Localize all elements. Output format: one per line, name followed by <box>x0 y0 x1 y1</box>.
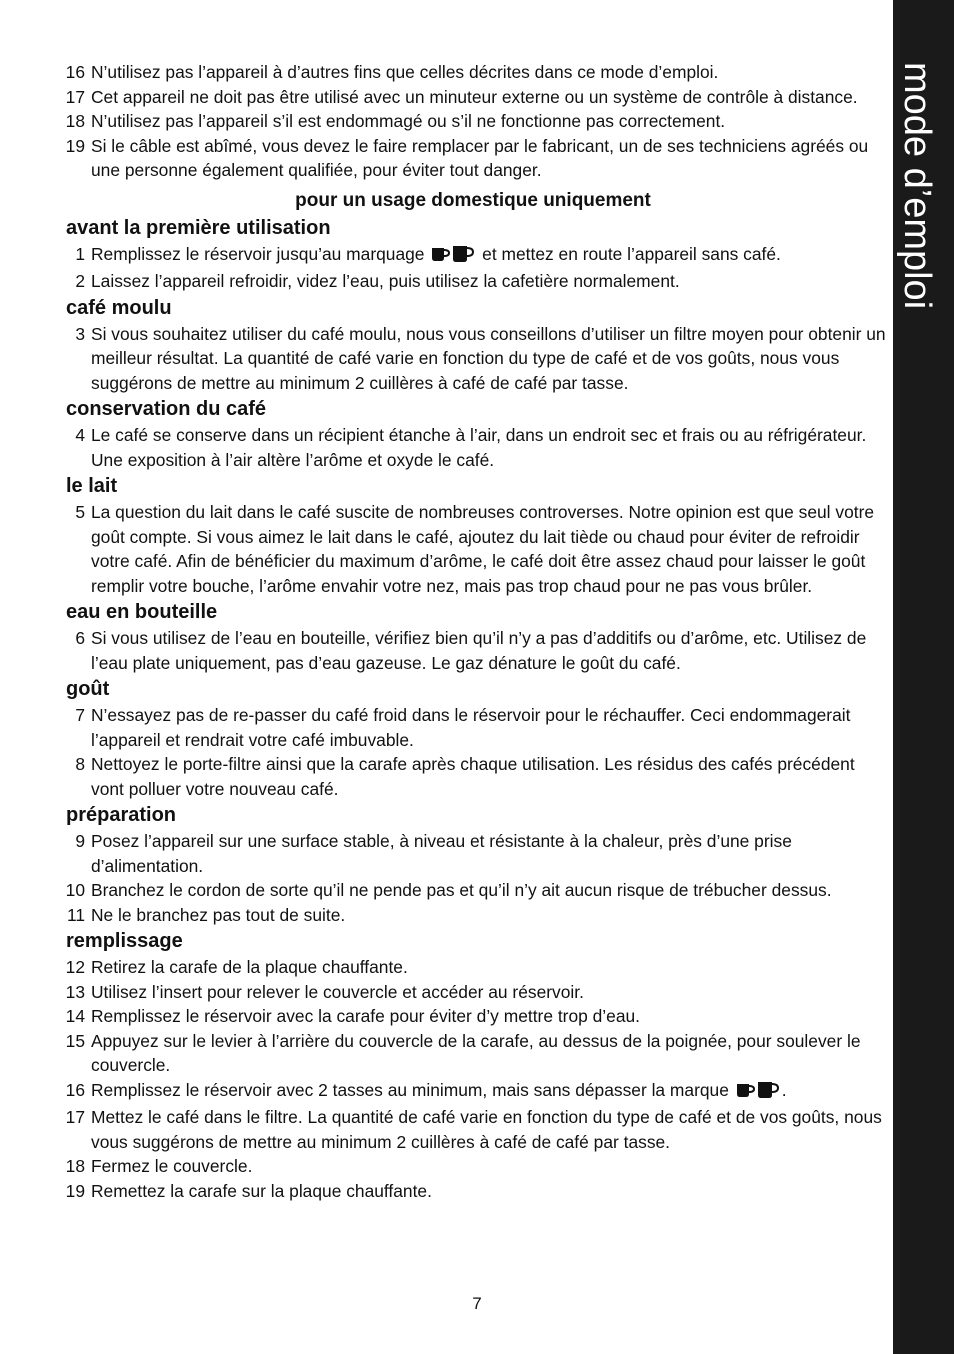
item-text: Laissez l’appareil refroidir, videz l’eau, puis utilisez la cafetière normalement. <box>91 271 680 291</box>
list-item <box>60 269 886 294</box>
item-text: La question du lait dans le café suscite de nombreuses controverses. Notre opinion est que seul votre goût compte. Si vous aimez le lait dans le café, ajoutez du lait tiède ou chaud pour éviter de refroidir votre café. Afin de bénéficier du maximum d’arôme, le café doit être assez chaud pour laisser le goût remplir votre bouche, l’arôme envahir votre nez, mais pas trop chaud pour ne pas vous brûler. <box>91 502 875 596</box>
item-number: 1 <box>75 243 85 264</box>
item-text: Branchez le cordon de sorte qu’il ne pende pas et qu’il n’y ait aucun risque de trébucher dessus. <box>91 880 832 900</box>
item-text <box>90 1078 886 1106</box>
item-text: N’utilisez pas l’appareil s’il est endommagé ou s’il ne fonctionne pas correctement. <box>91 111 726 131</box>
cup-mark-icon <box>431 245 475 270</box>
item-number: 10 <box>65 880 85 900</box>
list-item <box>60 322 886 396</box>
side-tab-title: mode d’emploi <box>896 62 938 310</box>
list-item <box>60 878 886 903</box>
cup-mark-icon <box>736 1081 780 1106</box>
item-number: 18 <box>65 1156 85 1176</box>
item-text: Posez l’appareil sur une surface stable, à niveau et résistante à la chaleur, près d’une prise d’alimentation. <box>91 831 792 876</box>
item-text-part: Remplissez le réservoir jusqu’au marquage <box>91 243 425 264</box>
section-heading-ground-coffee: café moulu <box>66 296 172 319</box>
item-number: 16 <box>65 1079 85 1100</box>
item-number: 13 <box>65 981 85 1002</box>
item-number: 11 <box>66 904 85 925</box>
list-item <box>60 423 886 472</box>
item-text: Si vous utilisez de l’eau en bouteille, vérifiez bien qu’il n’y a pas d’additifs ou d’arôme, etc. Utilisez de l’eau plate uniquement, pas d’eau gazeuse. Le gaz dénature le goût du café. <box>91 628 867 673</box>
item-text: Appuyez sur le levier à l’arrière du couvercle de la carafe, au dessus de la poignée, pour soulever le couvercle. <box>91 1030 861 1075</box>
item-text: Fermez le couvercle. <box>91 1156 253 1176</box>
section-heading-first-use: avant la première utilisation <box>66 216 331 239</box>
list-item <box>60 1154 886 1179</box>
section-heading-filling: remplissage <box>66 930 183 952</box>
item-number: 2 <box>75 271 85 291</box>
item-text-part: . <box>781 1079 787 1100</box>
item-text: Cet appareil ne doit pas être utilisé avec un minuteur externe ou un système de contrôle à distance. <box>91 86 858 107</box>
list-item <box>60 626 886 675</box>
item-text: Remplissez le réservoir avec la carafe pour éviter d’y mettre trop d’eau. <box>91 1006 641 1026</box>
item-number: 19 <box>65 1180 85 1201</box>
list-item <box>60 1004 886 1029</box>
section-heading-milk: le lait <box>66 475 118 497</box>
list-item <box>60 1078 886 1106</box>
item-number: 14 <box>65 1006 85 1026</box>
item-text <box>90 242 886 270</box>
document-body <box>60 60 886 1203</box>
list-item <box>60 1105 886 1154</box>
item-text: N’essayez pas de re-passer du café froid dans le réservoir pour le réchauffer. Ceci endommagerait l’appareil et rendrait votre café imbuvable. <box>91 705 851 750</box>
item-number: 4 <box>75 425 85 445</box>
item-text-part: Remplissez le réservoir avec 2 tasses au minimum, mais sans dépasser la marque <box>91 1079 729 1100</box>
section-heading-preparation: préparation <box>66 804 177 826</box>
list-item <box>60 1179 886 1204</box>
list-item <box>60 85 886 110</box>
item-text: Nettoyez le porte-filtre ainsi que la carafe après chaque utilisation. Les résidus des cafés précédent vont polluer votre nouveau café. <box>91 754 855 799</box>
item-text: Si vous souhaitez utiliser du café moulu, nous vous conseillons d’utiliser un filtre moyen pour obtenir un meilleur résultat. La quantité de café varie en fonction du type de café et de vos goûts, nous vous suggérons de mettre au minimum 2 cuillères à café de café par tasse. <box>91 323 886 393</box>
list-item <box>60 703 886 752</box>
item-text: N’utilisez pas l’appareil à d’autres fins que celles décrites dans ce mode d’emploi. <box>91 62 719 82</box>
item-text: Retirez la carafe de la plaque chauffante. <box>91 957 408 977</box>
item-number: 19 <box>65 135 85 156</box>
list-item <box>60 134 886 183</box>
item-number: 5 <box>75 502 85 522</box>
list-item <box>60 500 886 598</box>
list-item <box>60 955 886 980</box>
section-heading-bottled-water: eau en bouteille <box>66 601 218 623</box>
item-number: 6 <box>75 628 85 648</box>
item-number: 8 <box>75 754 85 774</box>
item-number: 7 <box>75 705 85 725</box>
item-number: 3 <box>75 323 85 344</box>
list-item <box>60 829 886 878</box>
item-number: 17 <box>65 86 85 107</box>
item-text: Si le câble est abîmé, vous devez le faire remplacer par le fabricant, un de ses techniciens agréés ou une personne également qualifiée, pour éviter tout danger. <box>91 135 869 180</box>
item-text: Ne le branchez pas tout de suite. <box>91 904 346 925</box>
item-text-part: et mettez en route l’appareil sans café. <box>482 243 781 264</box>
list-item <box>60 109 886 134</box>
list-item <box>60 1029 886 1078</box>
list-item <box>60 242 886 270</box>
list-item <box>60 752 886 801</box>
list-item <box>60 980 886 1005</box>
item-text: Le café se conserve dans un récipient étanche à l’air, dans un endroit sec et frais ou au réfrigérateur. Une exposition à l’air altère l’arôme et oxyde le café. <box>91 425 867 470</box>
item-number: 15 <box>65 1030 85 1051</box>
domestic-use-heading: pour un usage domestique uniquement <box>295 189 651 211</box>
list-item <box>60 60 886 85</box>
list-item <box>60 903 886 928</box>
item-number: 9 <box>75 831 85 851</box>
item-text: Mettez le café dans le filtre. La quantité de café varie en fonction du type de café et de vos goûts, nous vous suggérons de mettre au minimum 2 cuillères à café de café par tasse. <box>91 1107 882 1152</box>
item-number: 16 <box>65 62 85 82</box>
item-text: Remettez la carafe sur la plaque chauffante. <box>91 1180 432 1201</box>
item-number: 17 <box>65 1107 85 1127</box>
section-heading-storage: conservation du café <box>66 398 267 420</box>
page-number: 7 <box>472 1294 482 1313</box>
section-heading-taste: goût <box>66 678 110 700</box>
item-text: Utilisez l’insert pour relever le couvercle et accéder au réservoir. <box>91 981 584 1002</box>
side-tab <box>893 0 954 1354</box>
item-number: 18 <box>65 111 85 131</box>
item-number: 12 <box>65 957 85 977</box>
